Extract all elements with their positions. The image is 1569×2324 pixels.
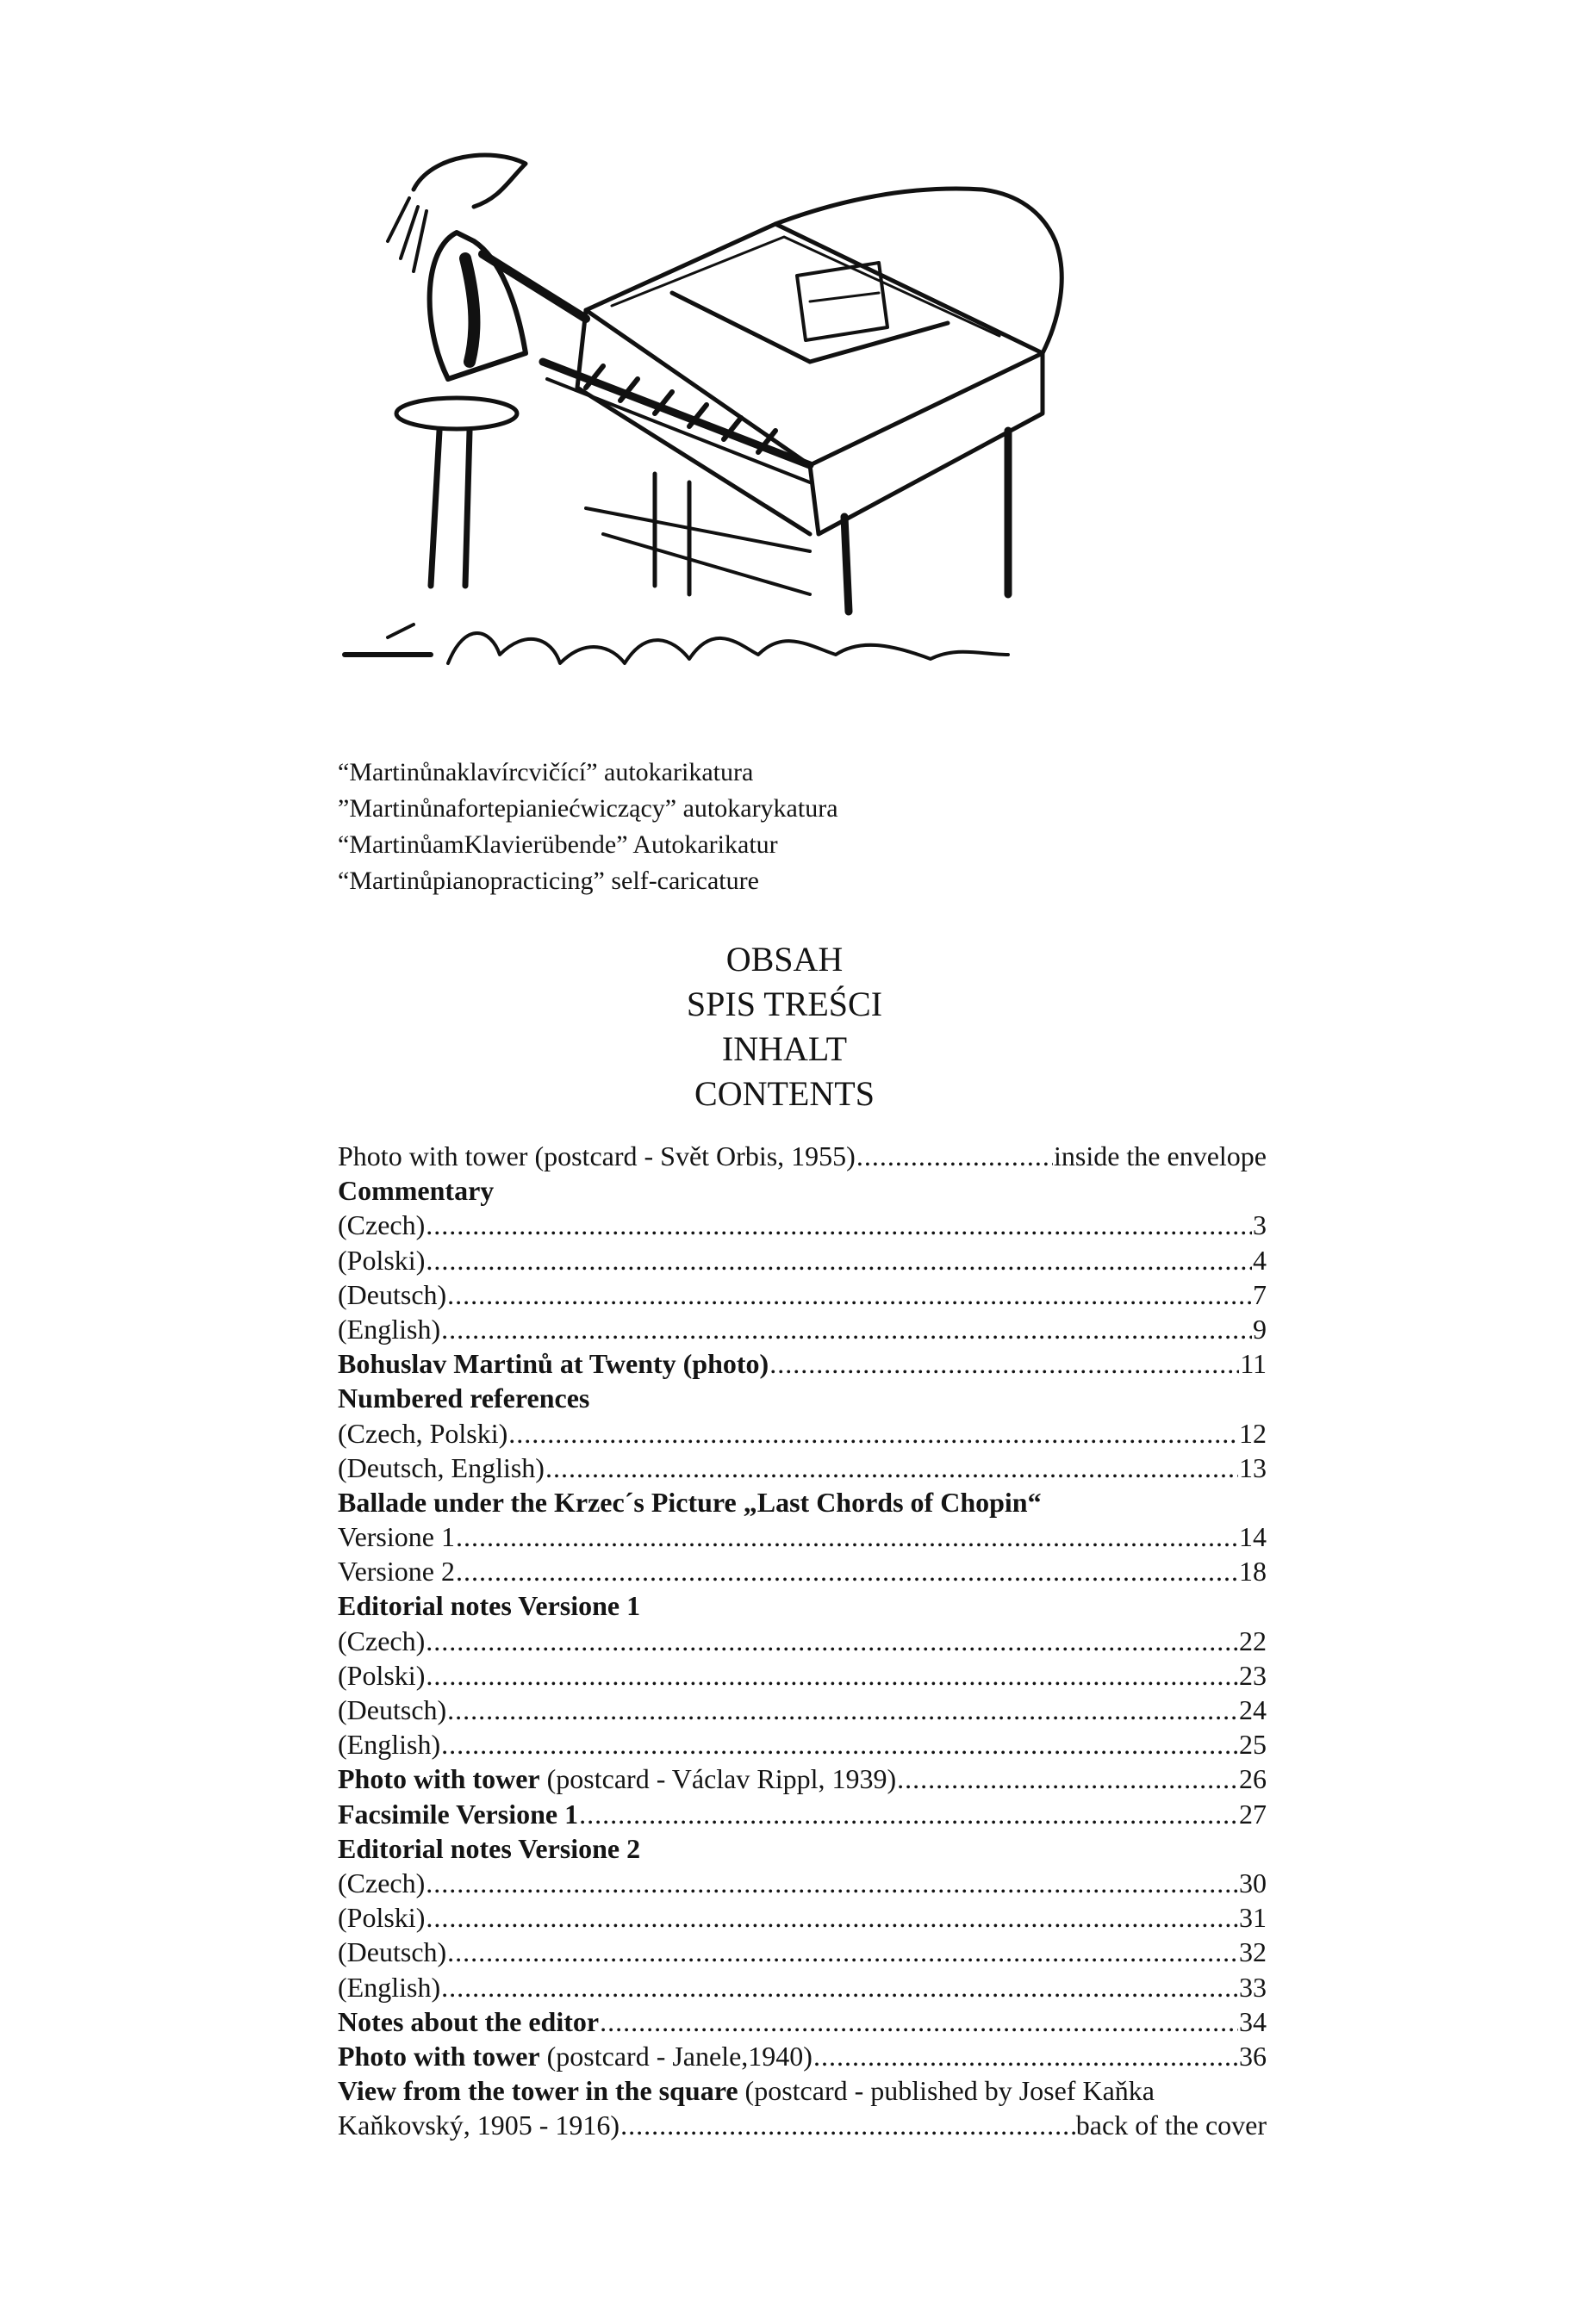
toc-entry-note: (postcard - Janele,1940) bbox=[539, 2040, 813, 2072]
dot-leader bbox=[856, 1139, 1053, 1173]
caption-german: “MartinůamKlavierübende” Autokarikatur bbox=[338, 830, 778, 859]
dot-leader bbox=[447, 1693, 1238, 1727]
toc-entry-page: 9 bbox=[1253, 1313, 1267, 1345]
toc-entry-page: 12 bbox=[1239, 1417, 1267, 1449]
toc-entry-note: (postcard - Václav Rippl, 1939) bbox=[539, 1763, 897, 1795]
toc-entry-title: Photo with tower bbox=[338, 2040, 540, 2072]
toc-entry-label: (Polski) bbox=[338, 1902, 426, 1934]
toc-entry-page: 25 bbox=[1239, 1729, 1267, 1761]
toc-entry-page: 31 bbox=[1239, 1902, 1267, 1934]
toc-entry bbox=[338, 1762, 1267, 1796]
dot-leader bbox=[441, 1970, 1238, 2004]
toc-entry-label: (Czech) bbox=[338, 1209, 426, 1241]
caption-czech: “Martinůnaklavírcvičící” autokarikatura bbox=[338, 758, 754, 786]
toc-entry-title: Photo with tower bbox=[338, 1763, 540, 1795]
toc-entry-page: 14 bbox=[1239, 1521, 1267, 1553]
dot-leader bbox=[897, 1762, 1238, 1796]
dot-leader bbox=[447, 1277, 1252, 1312]
dot-leader bbox=[600, 2004, 1238, 2039]
dot-leader bbox=[426, 1900, 1238, 1935]
toc-entry-title: View from the tower in the square bbox=[338, 2075, 738, 2107]
toc-entry-page: 13 bbox=[1239, 1451, 1267, 1483]
heading-contents: CONTENTS bbox=[694, 1074, 875, 1113]
piano-self-caricature-drawing bbox=[327, 103, 1241, 724]
heading-obsah: OBSAH bbox=[725, 940, 844, 979]
toc-entry-label: (English) bbox=[338, 1971, 441, 2003]
toc-entry-label: (English) bbox=[338, 1729, 441, 1761]
toc-entry-label: Facsimile Versione 1 bbox=[338, 1798, 579, 1830]
toc-entry-label: (Czech) bbox=[338, 1625, 426, 1656]
toc-section-title: Editorial notes Versione 2 bbox=[338, 1832, 641, 1864]
toc-entry-page: 7 bbox=[1253, 1278, 1267, 1310]
toc-entry-page: 27 bbox=[1239, 1798, 1267, 1830]
dot-leader bbox=[441, 1312, 1252, 1346]
toc-entry-page: 3 bbox=[1253, 1209, 1267, 1241]
toc-entry-label: (Czech, Polski) bbox=[338, 1417, 508, 1449]
contents-headings bbox=[0, 937, 1569, 1116]
dot-leader bbox=[456, 1519, 1238, 1554]
dot-leader bbox=[813, 2039, 1238, 2073]
toc-section-title: Editorial notes Versione 1 bbox=[338, 1590, 641, 1622]
toc-section-title: Numbered references bbox=[338, 1383, 590, 1414]
toc-entry-label: Notes about the editor bbox=[338, 2005, 600, 2037]
toc-entry-page: 34 bbox=[1239, 2005, 1267, 2037]
dot-leader bbox=[545, 1451, 1238, 1485]
toc-entry-label: (Deutsch) bbox=[338, 1694, 447, 1725]
dot-leader bbox=[426, 1866, 1238, 1900]
toc-entry-page: 24 bbox=[1239, 1694, 1267, 1725]
toc-entry-page: back of the cover bbox=[1075, 2110, 1267, 2141]
toc-section-title: Commentary bbox=[338, 1175, 495, 1207]
caricature-caption bbox=[338, 755, 838, 899]
toc-entry-label: (Polski) bbox=[338, 1659, 426, 1691]
dot-leader bbox=[456, 1554, 1238, 1588]
toc-entry-page: 36 bbox=[1239, 2040, 1267, 2072]
dot-leader bbox=[579, 1797, 1238, 1831]
toc-entry-label: Bohuslav Martinů at Twenty (photo) bbox=[338, 1348, 769, 1380]
caption-polish: ”Martinůnafortepianiećwiczący” autokarykatura bbox=[338, 794, 838, 823]
toc-entry-label: (Deutsch, English) bbox=[338, 1451, 545, 1483]
dot-leader bbox=[426, 1658, 1238, 1693]
toc-entry-continuation bbox=[338, 2108, 1267, 2142]
dot-leader bbox=[508, 1416, 1238, 1451]
toc-entry-page: 26 bbox=[1239, 1763, 1267, 1795]
toc-entry-page: 22 bbox=[1239, 1625, 1267, 1656]
toc-entry-label: Photo with tower (postcard - Svět Orbis, 1955) bbox=[338, 1140, 856, 1171]
dot-leader bbox=[441, 1727, 1238, 1762]
toc-entry-page: 23 bbox=[1239, 1659, 1267, 1691]
dot-leader bbox=[620, 2108, 1075, 2142]
dot-leader bbox=[769, 1346, 1239, 1381]
heading-spis-tresci: SPIS TREŚCI bbox=[686, 985, 883, 1023]
toc-entry-label: (English) bbox=[338, 1313, 441, 1345]
toc-entry-label: Versione 1 bbox=[338, 1521, 455, 1553]
toc-entry-label: (Deutsch) bbox=[338, 1278, 447, 1310]
caption-english: “Martinůpianopracticing” self-caricature bbox=[338, 867, 759, 895]
toc-entry-page: 33 bbox=[1239, 1971, 1267, 2003]
toc-entry bbox=[338, 1139, 1267, 1173]
toc-entry-note: (postcard - published by Josef Kaňka bbox=[738, 2075, 1155, 2107]
table-of-contents bbox=[338, 1139, 1267, 2142]
toc-entry-page: inside the envelope bbox=[1053, 1140, 1267, 1171]
toc-entry-page: 11 bbox=[1240, 1348, 1267, 1380]
toc-entry-page: 30 bbox=[1239, 1867, 1267, 1898]
dot-leader bbox=[426, 1208, 1252, 1242]
heading-inhalt: INHALT bbox=[721, 1029, 848, 1068]
toc-entry-label: (Deutsch) bbox=[338, 1936, 447, 1968]
toc-entry bbox=[338, 2039, 1267, 2073]
toc-entry-label: (Polski) bbox=[338, 1244, 426, 1276]
toc-entry-label: Versione 2 bbox=[338, 1556, 455, 1588]
toc-entry-page: 18 bbox=[1239, 1556, 1267, 1588]
toc-entry-label: Kaňkovský, 1905 - 1916) bbox=[338, 2110, 620, 2141]
toc-entry-label: (Czech) bbox=[338, 1867, 426, 1898]
dot-leader bbox=[426, 1243, 1252, 1277]
dot-leader bbox=[426, 1624, 1238, 1658]
toc-entry-page: 4 bbox=[1253, 1244, 1267, 1276]
dot-leader bbox=[447, 1935, 1238, 1969]
toc-section-title: Ballade under the Krzec´s Picture „Last Chords of Chopin“ bbox=[338, 1486, 1042, 1518]
toc-entry-page: 32 bbox=[1239, 1936, 1267, 1968]
toc-entry bbox=[338, 2073, 1267, 2108]
